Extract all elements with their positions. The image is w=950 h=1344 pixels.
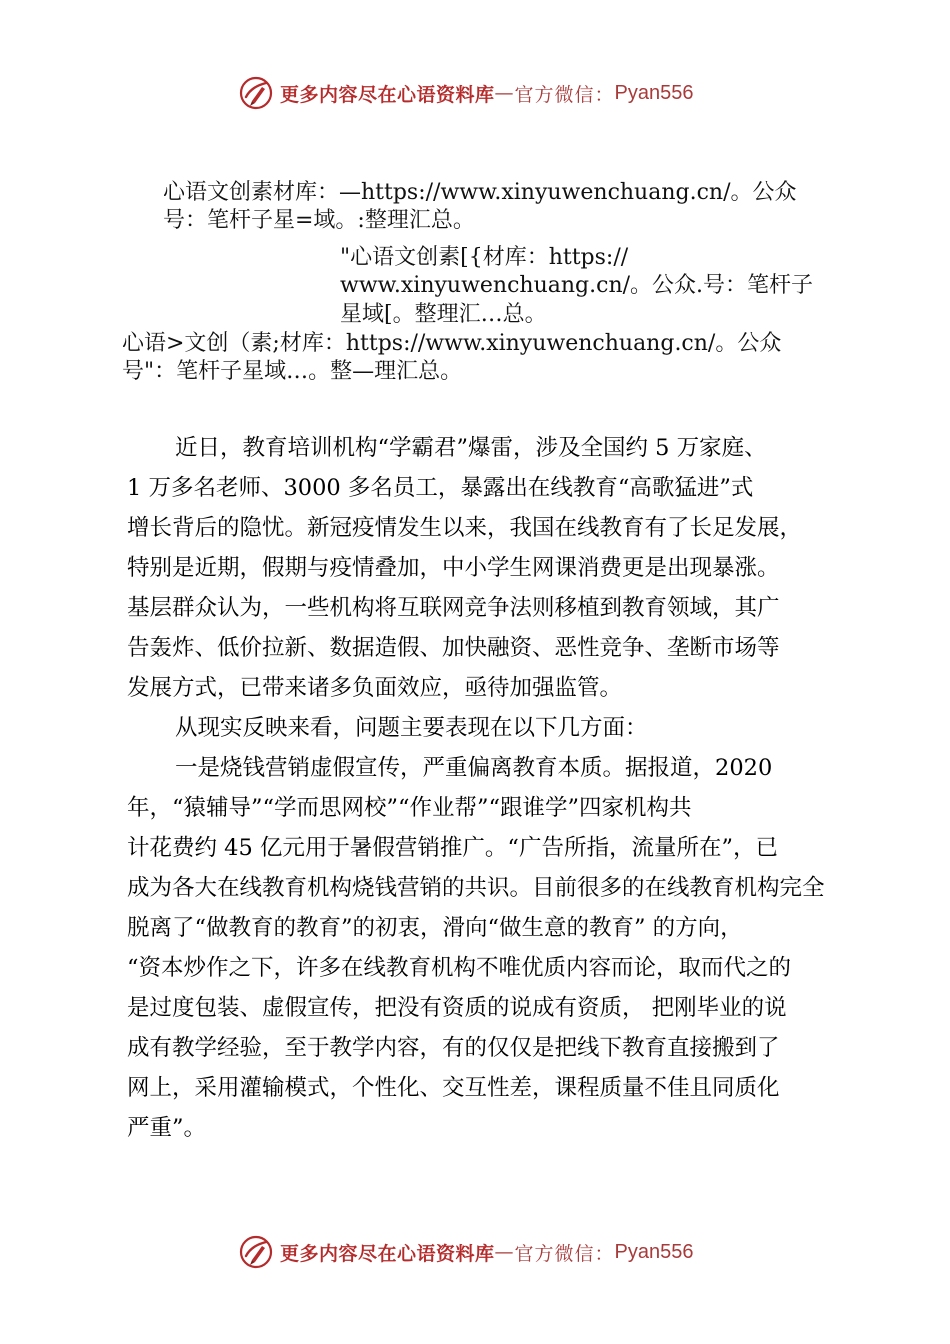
watermark-line: 号"：笔杆子星域…。整—理汇总。 (122, 359, 463, 384)
article-line: 脱离了“做教育的教育”的初衷，滑向“做生意的教育” 的方向， (127, 915, 743, 941)
banner-wechat-id: Pyan556 (614, 81, 694, 104)
article-line: 告轰炸、低价拉新、数据造假、加快融资、恶性竞争、垄断市场等 (127, 635, 780, 661)
watermark-line: 星域[。整理汇…总。 (340, 302, 547, 327)
article-line: 计花费约 45 亿元用于暑假营销推广。“广告所指，流量所在”，已 (127, 835, 778, 861)
banner-dash: — (494, 82, 515, 104)
article-line: 增长背后的隐忧。新冠疫情发生以来，我国在线教育有了长足发展， (127, 515, 803, 541)
article-line: 是过度包装、虚假宣传，把没有资质的说成有资质， 把刚毕业的说 (127, 995, 787, 1021)
banner-sub-text: 官方微信： (514, 83, 615, 106)
banner-wechat-id: Pyan556 (614, 1240, 694, 1263)
watermark-line: "心语文创素[{材库：https:// (340, 245, 629, 270)
article-line: 特别是近期，假期与疫情叠加，中小学生网课消费更是出现暴涨。 (127, 555, 780, 581)
banner-main-text: 更多内容尽在心语资料库 (280, 83, 495, 106)
article-line: 网上，采用灌输模式，个性化、交互性差，课程质量不佳且同质化 (127, 1075, 780, 1101)
watermark-line: 心语文创素材库：—https://www.xinyuwenchuang.cn/。公众 (163, 180, 797, 205)
article-line: “资本炒作之下，许多在线教育机构不唯优质内容而论，取而代之的 (127, 955, 792, 981)
banner-dash: — (494, 1241, 515, 1263)
article-line: 严重”。 (127, 1115, 207, 1141)
article-line: 1 万多名老师、3000 多名员工，暴露出在线教育“高歌猛进”式 (127, 475, 754, 501)
article-line: 发展方式，已带来诸多负面效应，亟待加强监管。 (127, 675, 623, 701)
banner-main-text: 更多内容尽在心语资料库 (280, 1242, 495, 1265)
article-line: 一是烧钱营销虚假宣传，严重偏离教育本质。据报道，2020 (175, 755, 773, 781)
watermark-line: 号：笔杆子星=域。:整理汇总。 (163, 208, 475, 233)
pen-logo-icon (238, 1234, 274, 1270)
article-body (127, 428, 857, 1148)
pen-logo-icon (238, 75, 274, 111)
article-line: 基层群众认为，一些机构将互联网竞争法则移植到教育领域，其广 (127, 595, 780, 621)
article-line: 近日，教育培训机构“学霸君”爆雷，涉及全国约 5 万家庭、 (175, 435, 767, 461)
article-line: 从现实反映来看，问题主要表现在以下几方面： (175, 715, 648, 741)
banner-sub-text: 官方微信： (514, 1242, 615, 1265)
header-banner (238, 73, 694, 113)
footer-banner (238, 1232, 694, 1272)
article-line: 成有教学经验，至于教学内容，有的仅仅是把线下教育直接搬到了 (127, 1035, 780, 1061)
article-line: 成为各大在线教育机构烧钱营销的共识。目前很多的在线教育机构完全 (127, 875, 825, 901)
article-line: 年，“猿辅导”“学而思网校”“作业帮”“跟谁学”四家机构共 (127, 795, 692, 821)
watermark-line: www.xinyuwenchuang.cn/。公众.号：笔杆子 (340, 273, 814, 298)
watermark-line: 心语>文创（素;材库：https://www.xinyuwenchuang.cn/。公众 (122, 331, 782, 356)
